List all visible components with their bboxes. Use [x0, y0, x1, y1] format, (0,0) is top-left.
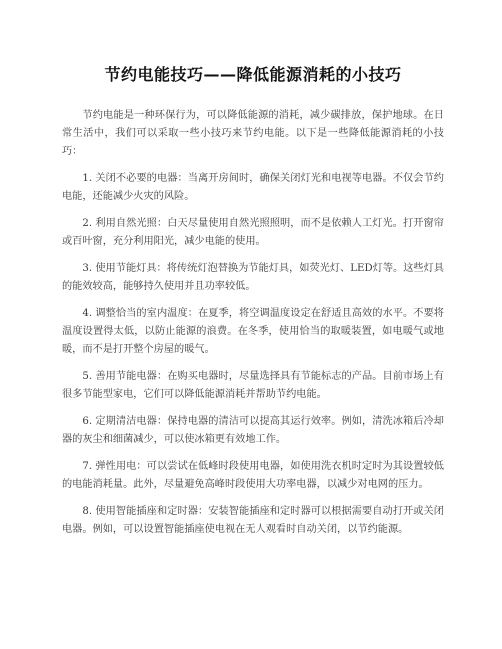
document-title: 节约电能技巧——降低能源消耗的小技巧: [104, 65, 402, 84]
tip-paragraph-4: 4. 调整恰当的室内温度：在夏季，将空调温度设定在舒适且高效的水平。不要将温度设置得太低，以防止能源的浪费。在冬季，使用恰当的取暖装置，如电暖气或地暖，而不是打开整个房屋的暖气。: [62, 308, 444, 355]
tip-paragraph-8: 8. 使用智能插座和定时器：安装智能插座和定时器可以根据需要自动打开或关闭电器。例如，可以设置智能插座使电视在无人观看时自动关闭，以节约能源。: [62, 506, 444, 535]
tip-paragraph-5: 5. 善用节能电器：在购买电器时，尽量选择具有节能标志的产品。目前市场上有很多节能型家电，它们可以降低能源消耗并帮助节约电能。: [62, 371, 444, 400]
tip-paragraph-1: 1. 关闭不必要的电器：当离开房间时，确保关闭灯光和电视等电器。不仅会节约电能，还能减少火灾的风险。: [62, 173, 444, 202]
tip-paragraph-3: 3. 使用节能灯具：将传统灯泡替换为节能灯具，如荧光灯、LED灯等。这些灯具的能效较高，能够持久使用并且功率较低。: [62, 263, 444, 292]
tip-paragraph-6: 6. 定期清洁电器：保持电器的清洁可以提高其运行效率。例如，清洗冰箱后冷却器的灰尘和细菌减少，可以使冰箱更有效地工作。: [62, 416, 444, 445]
intro-paragraph: 节约电能是一种环保行为，可以降低能源的消耗，减少碳排放，保护地球。在日常生活中，我们可以采取一些小技巧来节约电能。以下是一些降低能源消耗的小技巧：: [62, 110, 444, 157]
tip-paragraph-7: 7. 弹性用电：可以尝试在低峰时段使用电器，如使用洗衣机时定时为其设置较低的电能消耗量。此外，尽量避免高峰时段使用大功率电器，以减少对电网的压力。: [62, 461, 444, 490]
tip-paragraph-2: 2. 利用自然光照：白天尽量使用自然光照照明，而不是依赖人工灯光。打开窗帘或百叶窗，充分利用阳光，减少电能的使用。: [62, 218, 444, 247]
